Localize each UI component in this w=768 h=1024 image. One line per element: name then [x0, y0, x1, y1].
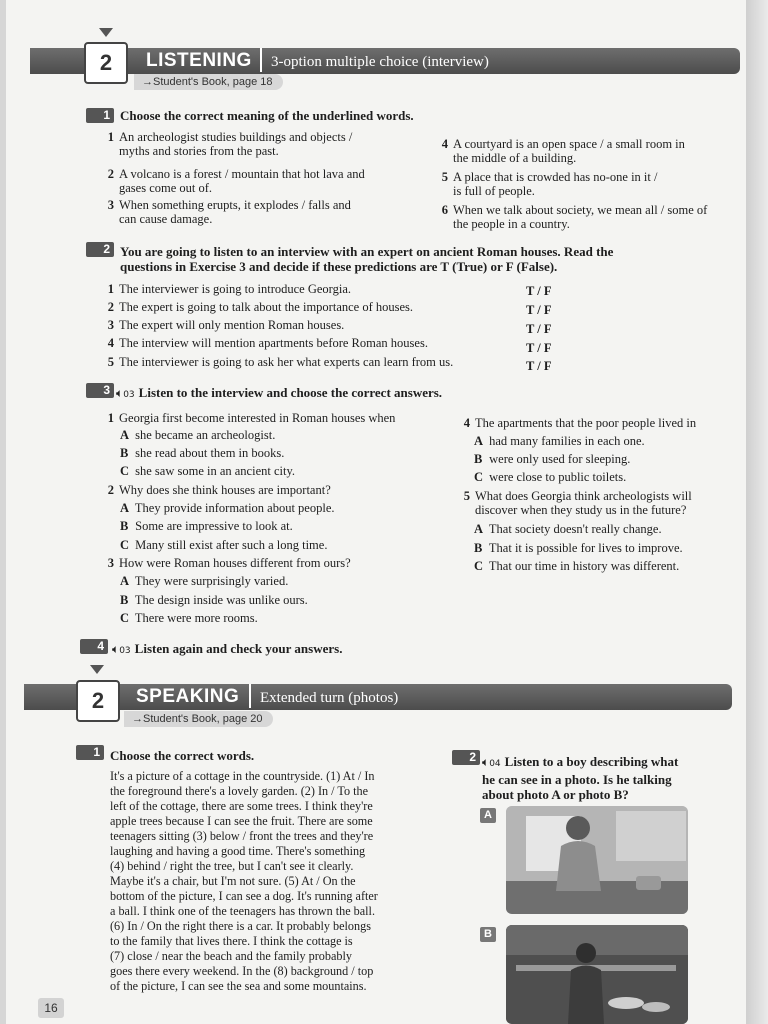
item-text: A place that is crowded has no-one in it /: [453, 170, 658, 184]
passage-line: bottom of the picture, I can see a dog. It's running after: [110, 889, 378, 903]
item-text: The interview will mention apartments before Roman houses.: [119, 336, 428, 350]
question-text: How were Roman houses different from ours?: [119, 556, 351, 570]
title-divider: [249, 684, 251, 708]
passage-line: the foreground there's a lovely garden. (2) In / To the: [110, 784, 368, 798]
ex3-question: [98, 483, 331, 497]
speaking-section-number: 2: [76, 680, 120, 722]
item-text: myths and stories from the past.: [119, 144, 279, 158]
true-false-choice[interactable]: T / F: [526, 284, 552, 298]
ex1-item: [432, 170, 742, 198]
ex3-heading: Listen to the interview and choose the correct answers.: [138, 385, 443, 400]
true-false-choice[interactable]: T / F: [526, 359, 552, 373]
item-number: 3: [107, 556, 114, 570]
answer-option[interactable]: [120, 538, 327, 552]
option-letter: B: [120, 446, 129, 460]
answer-option[interactable]: [474, 559, 679, 573]
audio-speaker-icon[interactable]: 🔈︎03: [116, 386, 135, 400]
item-text: The interviewer is going to introduce Georgia.: [119, 282, 351, 296]
option-text: There were more rooms.: [134, 611, 258, 625]
answer-option[interactable]: [120, 574, 288, 588]
passage-line: goes there every weekend. In the (8) background / top: [110, 964, 374, 978]
ex2-number: 2: [86, 242, 114, 257]
listening-subtitle: 3-option multiple choice (interview): [271, 54, 489, 70]
photo-a-illustration: [506, 806, 688, 914]
item-text: The expert will only mention Roman houses.: [119, 318, 345, 332]
photo-b-illustration: [506, 925, 688, 1024]
workbook-page: [6, 0, 746, 1024]
audio-track-number: 03: [119, 646, 131, 656]
listening-title: LISTENING: [146, 50, 252, 71]
option-text: she became an archeologist.: [135, 428, 276, 442]
ex2-heading-line: questions in Exercise 3 and decide if these predictions are T (True) or F (False).: [120, 259, 558, 274]
question-text: Why does she think houses are important?: [119, 483, 331, 497]
listening-section-number: 2: [84, 42, 128, 84]
ex1-heading: Choose the correct meaning of the underlined words.: [120, 108, 414, 123]
option-letter: B: [120, 593, 129, 607]
ex1-item: [98, 130, 418, 158]
ex2-item: [98, 300, 413, 314]
option-text: she read about them in books.: [135, 446, 285, 460]
answer-option[interactable]: [120, 464, 295, 478]
passage-line: teenagers sitting (3) below / front the trees and they're: [110, 829, 374, 843]
answer-option[interactable]: [120, 428, 275, 442]
option-letter: A: [474, 522, 484, 536]
option-letter: B: [474, 541, 483, 555]
item-number: 4: [107, 336, 114, 350]
item-number: 6: [441, 203, 448, 217]
ex2-item: [98, 318, 344, 332]
item-text: An archeologist studies buildings and objects /: [119, 130, 353, 144]
sp2-number: 2: [452, 750, 480, 765]
ex3-heading-row: [116, 385, 442, 401]
item-text: gases come out of.: [119, 181, 213, 195]
sp2-heading: [482, 754, 732, 802]
audio-track-number: 03: [123, 390, 135, 400]
title-divider: [260, 48, 262, 72]
speaking-subtitle: Extended turn (photos): [260, 690, 399, 706]
section-marker-icon: [90, 665, 104, 674]
ex4-number: 4: [80, 639, 108, 654]
item-text: The interviewer is going to ask her what experts can learn from us.: [119, 355, 454, 369]
item-number: 4: [441, 137, 448, 151]
answer-option[interactable]: [120, 611, 258, 625]
option-text: were only used for sleeping.: [489, 452, 631, 466]
ex3-number: 3: [86, 383, 114, 398]
passage-line: to the family that lives there. I think the cottage is: [110, 934, 353, 948]
ex2-item: [98, 282, 351, 296]
option-letter: A: [120, 501, 130, 515]
sp1-heading: Choose the correct words.: [110, 748, 255, 763]
page-number: 16: [38, 998, 64, 1018]
option-text: she saw some in an ancient city.: [135, 464, 296, 478]
answer-option[interactable]: [474, 452, 630, 466]
item-text: The expert is going to talk about the importance of houses.: [119, 300, 414, 314]
passage-line: apple trees because I can see the fruit. There are some: [110, 814, 373, 828]
photo-a-kitchen-woman: [506, 806, 688, 914]
item-number: 2: [107, 167, 114, 181]
listening-book-ref: →Student's Book, page 18: [134, 74, 283, 90]
option-letter: A: [474, 434, 484, 448]
item-text: the middle of a building.: [453, 151, 577, 165]
option-text: had many families in each one.: [489, 434, 645, 448]
option-text: were close to public toilets.: [489, 470, 627, 484]
ex4-heading-row: [112, 641, 342, 657]
book-edge: [746, 0, 768, 1024]
item-text: When we talk about society, we mean all / some of: [453, 203, 708, 217]
item-number: 5: [107, 355, 114, 369]
answer-option[interactable]: [120, 446, 284, 460]
passage-line: It's a picture of a cottage in the countryside. (1) At / In: [110, 769, 375, 783]
item-text: When something erupts, it explodes / falls and: [119, 198, 351, 212]
sp2-heading-line: he can see in a photo. Is he talking: [482, 772, 672, 787]
passage-line: (4) behind / right the tree, but I can't see it clearly.: [110, 859, 354, 873]
answer-option[interactable]: [120, 519, 293, 533]
option-letter: C: [474, 470, 484, 484]
passage-line: left of the cottage, there are some trees. I think they're: [110, 799, 373, 813]
item-number: 5: [463, 489, 470, 503]
item-text: A courtyard is an open space / a small room in: [453, 137, 685, 151]
option-text: Many still exist after such a long time.: [135, 538, 328, 552]
option-letter: B: [474, 452, 483, 466]
ex3-question: [454, 416, 696, 430]
item-number: 3: [107, 318, 114, 332]
option-letter: C: [120, 464, 130, 478]
item-text: is full of people.: [453, 184, 535, 198]
passage-line: (7) close / near the beach and the family probably: [110, 949, 352, 963]
sp1-passage: [110, 769, 425, 994]
item-number: 5: [441, 170, 448, 184]
question-text: Georgia first become interested in Roman houses when: [119, 411, 396, 425]
item-number: 2: [107, 300, 114, 314]
question-text: The apartments that the poor people lived in: [475, 416, 697, 430]
section-marker-icon: [99, 28, 113, 37]
true-false-choice[interactable]: T / F: [526, 322, 552, 336]
item-number: 3: [107, 198, 114, 212]
answer-option[interactable]: [474, 470, 626, 484]
item-number: 4: [463, 416, 470, 430]
ex2-heading-line: You are going to listen to an interview with an expert on ancient Roman houses. Read the: [120, 244, 614, 259]
passage-line: laughing and having a good time. There's something: [110, 844, 366, 858]
item-text: the people in a country.: [453, 217, 570, 231]
question-text: discover when they study us in the future?: [475, 503, 687, 517]
photo-a-label: A: [480, 808, 496, 823]
sp2-heading-line: about photo A or photo B?: [482, 787, 629, 802]
true-false-choice[interactable]: T / F: [526, 341, 552, 355]
audio-speaker-icon[interactable]: 🔈︎03: [112, 642, 131, 656]
option-text: That it is possible for lives to improve.: [488, 541, 683, 555]
answer-option[interactable]: [120, 593, 308, 607]
option-text: They were surprisingly varied.: [134, 574, 289, 588]
option-letter: C: [474, 559, 484, 573]
passage-line: Maybe it's a chair, but I'm not sure. (5) At / On the: [110, 874, 356, 888]
item-text: A volcano is a forest / mountain that hot lava and: [119, 167, 365, 181]
ex1-item: [98, 198, 418, 226]
ex1-item: [98, 167, 418, 195]
passage-line: of the picture, I can see the sea and some mountains.: [110, 979, 367, 993]
option-text: That our time in history was different.: [488, 559, 680, 573]
speaking-book-ref: →Student's Book, page 20: [124, 711, 273, 727]
ex2-item: [98, 355, 453, 369]
option-text: Some are impressive to look at.: [135, 519, 293, 533]
ex3-question: [98, 411, 395, 425]
option-letter: C: [120, 611, 130, 625]
option-letter: B: [120, 519, 129, 533]
audio-speaker-icon[interactable]: 🔈︎04: [482, 755, 501, 769]
ex4-heading: Listen again and check your answers.: [134, 641, 343, 656]
ex3-question: [98, 556, 351, 570]
sp1-number: 1: [76, 745, 104, 760]
option-text: The design inside was unlike ours.: [134, 593, 308, 607]
option-text: They provide information about people.: [134, 501, 335, 515]
ex3-question: [454, 489, 692, 517]
sp2-heading-line: Listen to a boy describing what: [504, 754, 679, 769]
photo-b-kitchen-girl: [506, 925, 688, 1024]
ex1-item: [432, 203, 742, 231]
answer-option[interactable]: [474, 434, 645, 448]
option-letter: C: [120, 538, 130, 552]
item-text: can cause damage.: [119, 212, 213, 226]
true-false-choice[interactable]: T / F: [526, 303, 552, 317]
ex2-heading: [120, 244, 720, 274]
ex2-item: [98, 336, 428, 350]
item-number: 1: [107, 411, 114, 425]
passage-line: (6) In / On the right there is a car. It probably belongs: [110, 919, 371, 933]
speaking-title: SPEAKING: [136, 686, 240, 707]
audio-track-number: 04: [489, 759, 501, 769]
answer-option[interactable]: [120, 501, 335, 515]
option-text: That society doesn't really change.: [488, 522, 662, 536]
answer-option[interactable]: [474, 522, 662, 536]
option-letter: A: [120, 574, 130, 588]
item-number: 2: [107, 483, 114, 497]
question-text: What does Georgia think archeologists will: [475, 489, 692, 503]
option-letter: A: [120, 428, 130, 442]
answer-option[interactable]: [474, 541, 683, 555]
item-number: 1: [107, 282, 114, 296]
photo-b-label: B: [480, 927, 496, 942]
ex1-number: 1: [86, 108, 114, 123]
passage-line: a ball. I think one of the teenagers has thrown the ball.: [110, 904, 375, 918]
ex1-item: [432, 137, 742, 165]
item-number: 1: [107, 130, 114, 144]
